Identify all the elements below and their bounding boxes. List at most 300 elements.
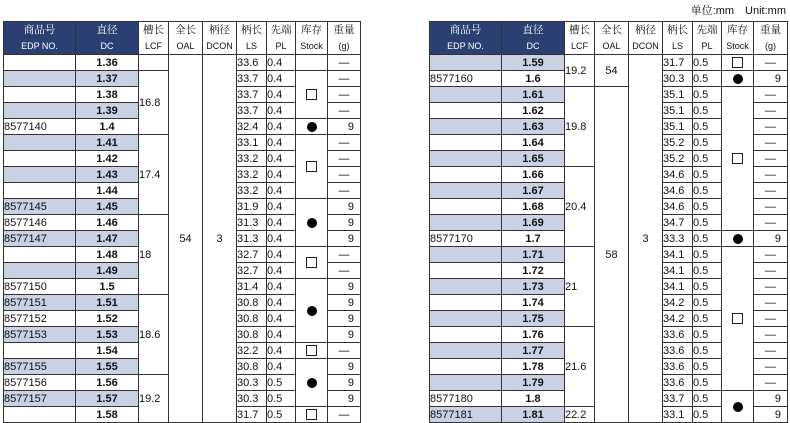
header-stock-en: Stock [296, 38, 328, 55]
flute-length-lcf: 19.2 [565, 55, 595, 87]
point-length-pl: 0.5 [693, 215, 722, 231]
diameter-dc: 1.44 [76, 183, 139, 199]
shank-length-ls: 33.1 [237, 135, 267, 151]
header-ls-cn: 柄长 [663, 22, 693, 39]
diameter-dc: 1.52 [76, 311, 139, 327]
diameter-dc: 1.54 [76, 343, 139, 359]
in-stock-icon [733, 234, 743, 244]
edp-number: 8577156 [4, 375, 76, 391]
shank-length-ls: 33.2 [237, 167, 267, 183]
out-of-stock-icon [732, 313, 743, 324]
stock-cell [296, 247, 328, 279]
shank-length-ls: 34.6 [663, 199, 693, 215]
out-of-stock-icon [306, 409, 317, 420]
diameter-dc: 1.64 [502, 135, 565, 151]
edp-number: 8577152 [4, 311, 76, 327]
shank-length-ls: 32.2 [237, 343, 267, 359]
in-stock-icon [307, 378, 317, 388]
shank-length-ls: 30.3 [663, 71, 693, 87]
point-length-pl: 0.4 [267, 279, 296, 295]
out-of-stock-icon [306, 257, 317, 268]
diameter-dc: 1.8 [502, 391, 565, 407]
diameter-dc: 1.4 [76, 119, 139, 135]
edp-number [430, 295, 502, 311]
shank-length-ls: 33.7 [237, 87, 267, 103]
point-length-pl: 0.5 [693, 135, 722, 151]
weight-g: — [754, 247, 788, 263]
header-oal-cn: 全长 [169, 22, 203, 39]
diameter-dc: 1.74 [502, 295, 565, 311]
edp-number [430, 311, 502, 327]
weight-g: — [754, 103, 788, 119]
diameter-dc: 1.69 [502, 215, 565, 231]
point-length-pl: 0.4 [267, 295, 296, 311]
edp-number: 8577150 [4, 279, 76, 295]
shank-length-ls: 30.8 [237, 327, 267, 343]
shank-length-ls: 33.6 [663, 359, 693, 375]
out-of-stock-icon [732, 57, 743, 68]
point-length-pl: 0.5 [693, 87, 722, 103]
shank-length-ls: 30.8 [237, 311, 267, 327]
edp-number [4, 151, 76, 167]
diameter-dc: 1.73 [502, 279, 565, 295]
diameter-dc: 1.36 [76, 55, 139, 71]
shank-length-ls: 34.2 [663, 295, 693, 311]
weight-g: — [328, 55, 361, 71]
header-edpno-en: EDP NO. [430, 38, 502, 55]
point-length-pl: 0.5 [693, 71, 722, 87]
diameter-dc: 1.72 [502, 263, 565, 279]
weight-g: — [328, 167, 361, 183]
shank-length-ls: 32.4 [237, 119, 267, 135]
table-row [430, 55, 788, 71]
shank-length-ls: 34.6 [663, 183, 693, 199]
out-of-stock-icon [732, 153, 743, 164]
weight-g: 9 [754, 71, 788, 87]
edp-number [4, 71, 76, 87]
weight-g: 9 [328, 295, 361, 311]
header-stock-cn: 库存 [722, 22, 754, 39]
header-oal-en: OAL [169, 38, 203, 55]
edp-number [430, 327, 502, 343]
point-length-pl: 0.4 [267, 359, 296, 375]
weight-g: — [754, 263, 788, 279]
weight-g: — [754, 215, 788, 231]
edp-number [430, 103, 502, 119]
weight-g: 9 [754, 391, 788, 407]
stock-cell [722, 247, 754, 391]
weight-g: — [754, 183, 788, 199]
header-dc-cn: 直径 [502, 22, 565, 39]
shank-length-ls: 34.6 [663, 167, 693, 183]
stock-cell [296, 407, 328, 423]
weight-g: 9 [328, 359, 361, 375]
weight-g: 9 [328, 279, 361, 295]
header-ls-en: LS [663, 38, 693, 55]
weight-g: 9 [328, 199, 361, 215]
point-length-pl: 0.4 [267, 247, 296, 263]
shank-length-ls: 35.1 [663, 119, 693, 135]
flute-length-lcf: 18 [139, 215, 169, 295]
shank-length-ls: 34.1 [663, 247, 693, 263]
diameter-dc: 1.47 [76, 231, 139, 247]
shank-length-ls: 34.7 [663, 215, 693, 231]
diameter-dc: 1.41 [76, 135, 139, 151]
point-length-pl: 0.4 [267, 55, 296, 71]
diameter-dc: 1.42 [76, 151, 139, 167]
point-length-pl: 0.4 [267, 87, 296, 103]
edp-number: 8577147 [4, 231, 76, 247]
weight-g: 9 [328, 311, 361, 327]
in-stock-icon [733, 74, 743, 84]
header-g-en: (g) [754, 38, 788, 55]
shank-length-ls: 33.3 [663, 231, 693, 247]
weight-g: — [328, 135, 361, 151]
shank-length-ls: 33.2 [237, 183, 267, 199]
shank-length-ls: 33.1 [663, 407, 693, 423]
edp-number: 8577155 [4, 359, 76, 375]
weight-g: — [328, 407, 361, 423]
diameter-dc: 1.77 [502, 343, 565, 359]
diameter-dc: 1.43 [76, 167, 139, 183]
weight-g: — [754, 375, 788, 391]
edp-number: 8577180 [430, 391, 502, 407]
weight-g: — [754, 167, 788, 183]
overall-length-oal: 54 [169, 55, 203, 423]
in-stock-icon [307, 306, 317, 316]
overall-length-oal-top: 54 [595, 55, 629, 87]
header-lcf-cn: 槽长 [139, 22, 169, 39]
point-length-pl: 0.4 [267, 311, 296, 327]
weight-g: — [328, 103, 361, 119]
edp-number [4, 87, 76, 103]
shank-length-ls: 35.2 [663, 151, 693, 167]
weight-g: — [754, 135, 788, 151]
point-length-pl: 0.5 [693, 231, 722, 247]
edp-number [430, 343, 502, 359]
shank-length-ls: 31.3 [237, 231, 267, 247]
diameter-dc: 1.62 [502, 103, 565, 119]
point-length-pl: 0.4 [267, 215, 296, 231]
table-row [4, 55, 361, 71]
weight-g: — [754, 327, 788, 343]
point-length-pl: 0.4 [267, 183, 296, 199]
shank-length-ls: 34.1 [663, 263, 693, 279]
flute-length-lcf [139, 55, 169, 71]
point-length-pl: 0.5 [693, 279, 722, 295]
weight-g: — [754, 151, 788, 167]
header-edpno-cn: 商品号 [4, 22, 76, 39]
weight-g: 9 [328, 391, 361, 407]
header-pl-en: PL [267, 38, 296, 55]
header-ls-en: LS [237, 38, 267, 55]
diameter-dc: 1.63 [502, 119, 565, 135]
point-length-pl: 0.5 [693, 183, 722, 199]
edp-number [430, 183, 502, 199]
in-stock-icon [733, 402, 743, 412]
point-length-pl: 0.4 [267, 151, 296, 167]
header-g-cn: 重量 [754, 22, 788, 39]
edp-number [4, 263, 76, 279]
flute-length-lcf: 18.6 [139, 295, 169, 375]
shank-length-ls: 33.6 [237, 55, 267, 71]
stock-cell [722, 71, 754, 87]
shank-length-ls: 35.1 [663, 103, 693, 119]
header-dcon-cn: 柄径 [629, 22, 663, 39]
flute-length-lcf: 17.4 [139, 135, 169, 215]
spec-table-left [3, 21, 361, 423]
edp-number [430, 279, 502, 295]
edp-number [4, 183, 76, 199]
point-length-pl: 0.4 [267, 327, 296, 343]
diameter-dc: 1.53 [76, 327, 139, 343]
edp-number [4, 407, 76, 423]
diameter-dc: 1.65 [502, 151, 565, 167]
header-oal-cn: 全长 [595, 22, 629, 39]
diameter-dc: 1.7 [502, 231, 565, 247]
stock-cell [296, 71, 328, 119]
point-length-pl: 0.5 [693, 103, 722, 119]
point-length-pl: 0.5 [693, 199, 722, 215]
shank-length-ls: 30.3 [237, 375, 267, 391]
table-row [430, 87, 788, 103]
header-dcon-cn: 柄径 [203, 22, 237, 39]
weight-g: — [754, 279, 788, 295]
shank-length-ls: 32.7 [237, 263, 267, 279]
weight-g: — [328, 151, 361, 167]
diameter-dc: 1.51 [76, 295, 139, 311]
edp-number [430, 215, 502, 231]
flute-length-lcf: 16.8 [139, 71, 169, 135]
point-length-pl: 0.5 [267, 407, 296, 423]
point-length-pl: 0.5 [693, 311, 722, 327]
shank-length-ls: 30.3 [237, 391, 267, 407]
header-dc-en: DC [76, 38, 139, 55]
diameter-dc: 1.75 [502, 311, 565, 327]
shank-length-ls: 33.6 [663, 327, 693, 343]
weight-g: — [754, 343, 788, 359]
shank-length-ls: 35.1 [663, 87, 693, 103]
diameter-dc: 1.48 [76, 247, 139, 263]
shank-length-ls: 35.2 [663, 135, 693, 151]
weight-g: — [328, 71, 361, 87]
diameter-dc: 1.39 [76, 103, 139, 119]
diameter-dc: 1.55 [76, 359, 139, 375]
out-of-stock-icon [306, 89, 317, 100]
header-pl-cn: 先端 [693, 22, 722, 39]
diameter-dc: 1.45 [76, 199, 139, 215]
diameter-dc: 1.57 [76, 391, 139, 407]
shank-length-ls: 33.2 [237, 151, 267, 167]
out-of-stock-icon [306, 161, 317, 172]
weight-g: — [754, 87, 788, 103]
weight-g: 9 [754, 407, 788, 423]
out-of-stock-icon [306, 345, 317, 356]
diameter-dc: 1.68 [502, 199, 565, 215]
shank-diameter-dcon: 3 [629, 55, 663, 423]
header-oal-en: OAL [595, 38, 629, 55]
diameter-dc: 1.59 [502, 55, 565, 71]
stock-cell [722, 87, 754, 231]
diameter-dc: 1.79 [502, 375, 565, 391]
header-edpno-cn: 商品号 [430, 22, 502, 39]
shank-diameter-dcon: 3 [203, 55, 237, 423]
shank-length-ls: 31.4 [237, 279, 267, 295]
weight-g: 9 [328, 119, 361, 135]
diameter-dc: 1.71 [502, 247, 565, 263]
weight-g: — [328, 183, 361, 199]
point-length-pl: 0.5 [693, 55, 722, 71]
shank-length-ls: 31.9 [237, 199, 267, 215]
weight-g: — [754, 199, 788, 215]
weight-g: — [328, 263, 361, 279]
edp-number: 8577181 [430, 407, 502, 423]
flute-length-lcf: 22.2 [565, 407, 595, 423]
shank-length-ls: 34.2 [663, 311, 693, 327]
header-g-en: (g) [328, 38, 361, 55]
point-length-pl: 0.5 [693, 391, 722, 407]
diameter-dc: 1.58 [76, 407, 139, 423]
weight-g: — [328, 247, 361, 263]
stock-cell [296, 55, 328, 71]
shank-length-ls: 33.7 [237, 71, 267, 87]
edp-number: 8577170 [430, 231, 502, 247]
header-g-cn: 重量 [328, 22, 361, 39]
header-pl-en: PL [693, 38, 722, 55]
diameter-dc: 1.81 [502, 407, 565, 423]
point-length-pl: 0.4 [267, 263, 296, 279]
edp-number [430, 247, 502, 263]
edp-number: 8577157 [4, 391, 76, 407]
edp-number [430, 375, 502, 391]
overall-length-oal: 58 [595, 87, 629, 423]
diameter-dc: 1.46 [76, 215, 139, 231]
shank-length-ls: 31.7 [237, 407, 267, 423]
header-dcon-en: DCON [629, 38, 663, 55]
diameter-dc: 1.61 [502, 87, 565, 103]
stock-cell [722, 55, 754, 71]
stock-cell [296, 279, 328, 343]
edp-number [4, 135, 76, 151]
weight-g: — [328, 343, 361, 359]
point-length-pl: 0.5 [693, 375, 722, 391]
flute-length-lcf: 19.2 [139, 375, 169, 423]
edp-number: 8577146 [4, 215, 76, 231]
in-stock-icon [307, 122, 317, 132]
weight-g: — [754, 119, 788, 135]
in-stock-icon [307, 218, 317, 228]
shank-length-ls: 34.1 [663, 279, 693, 295]
flute-length-lcf: 20.4 [565, 167, 595, 247]
header-dc-en: DC [502, 38, 565, 55]
weight-g: 9 [328, 215, 361, 231]
stock-cell [722, 231, 754, 247]
point-length-pl: 0.4 [267, 103, 296, 119]
edp-number [4, 103, 76, 119]
point-length-pl: 0.4 [267, 135, 296, 151]
shank-length-ls: 32.7 [237, 247, 267, 263]
shank-length-ls: 33.7 [237, 103, 267, 119]
point-length-pl: 0.4 [267, 231, 296, 247]
weight-g: — [328, 87, 361, 103]
edp-number [4, 55, 76, 71]
diameter-dc: 1.76 [502, 327, 565, 343]
flute-length-lcf: 19.8 [565, 87, 595, 167]
diameter-dc: 1.66 [502, 167, 565, 183]
shank-length-ls: 33.6 [663, 375, 693, 391]
diameter-dc: 1.38 [76, 87, 139, 103]
edp-number: 8577145 [4, 199, 76, 215]
header-stock-en: Stock [722, 38, 754, 55]
spec-table-right [429, 21, 788, 423]
point-length-pl: 0.5 [693, 151, 722, 167]
edp-number [4, 167, 76, 183]
point-length-pl: 0.4 [267, 71, 296, 87]
stock-cell [296, 119, 328, 135]
point-length-pl: 0.5 [693, 167, 722, 183]
edp-number [430, 87, 502, 103]
edp-number [430, 167, 502, 183]
edp-number: 8577140 [4, 119, 76, 135]
diameter-dc: 1.78 [502, 359, 565, 375]
stock-cell [296, 343, 328, 359]
edp-number: 8577153 [4, 327, 76, 343]
diameter-dc: 1.67 [502, 183, 565, 199]
stock-cell [722, 391, 754, 423]
flute-length-lcf: 21 [565, 247, 595, 327]
shank-length-ls: 30.8 [237, 295, 267, 311]
edp-number: 8577151 [4, 295, 76, 311]
weight-g: 9 [328, 231, 361, 247]
point-length-pl: 0.5 [693, 295, 722, 311]
edp-number [4, 343, 76, 359]
point-length-pl: 0.4 [267, 119, 296, 135]
edp-number [430, 263, 502, 279]
point-length-pl: 0.5 [693, 263, 722, 279]
weight-g: — [754, 359, 788, 375]
point-length-pl: 0.5 [693, 407, 722, 423]
diameter-dc: 1.6 [502, 71, 565, 87]
edp-number [430, 151, 502, 167]
header-edpno-en: EDP NO. [4, 38, 76, 55]
shank-length-ls: 31.3 [237, 215, 267, 231]
stock-cell [296, 359, 328, 407]
point-length-pl: 0.5 [267, 391, 296, 407]
header-lcf-en: LCF [565, 38, 595, 55]
shank-length-ls: 33.7 [663, 391, 693, 407]
unit-label: 单位:mm Unit:mm [690, 5, 786, 17]
edp-number: 8577160 [430, 71, 502, 87]
weight-g: — [754, 55, 788, 71]
edp-number [430, 199, 502, 215]
header-dc-cn: 直径 [76, 22, 139, 39]
flute-length-lcf: 21.6 [565, 327, 595, 407]
point-length-pl: 0.4 [267, 343, 296, 359]
edp-number [430, 55, 502, 71]
point-length-pl: 0.5 [693, 343, 722, 359]
point-length-pl: 0.5 [693, 359, 722, 375]
shank-length-ls: 31.7 [663, 55, 693, 71]
header-lcf-en: LCF [139, 38, 169, 55]
weight-g: — [754, 295, 788, 311]
shank-length-ls: 30.8 [237, 359, 267, 375]
diameter-dc: 1.56 [76, 375, 139, 391]
edp-number [430, 135, 502, 151]
diameter-dc: 1.37 [76, 71, 139, 87]
point-length-pl: 0.4 [267, 199, 296, 215]
header-ls-cn: 柄长 [237, 22, 267, 39]
header-pl-cn: 先端 [267, 22, 296, 39]
